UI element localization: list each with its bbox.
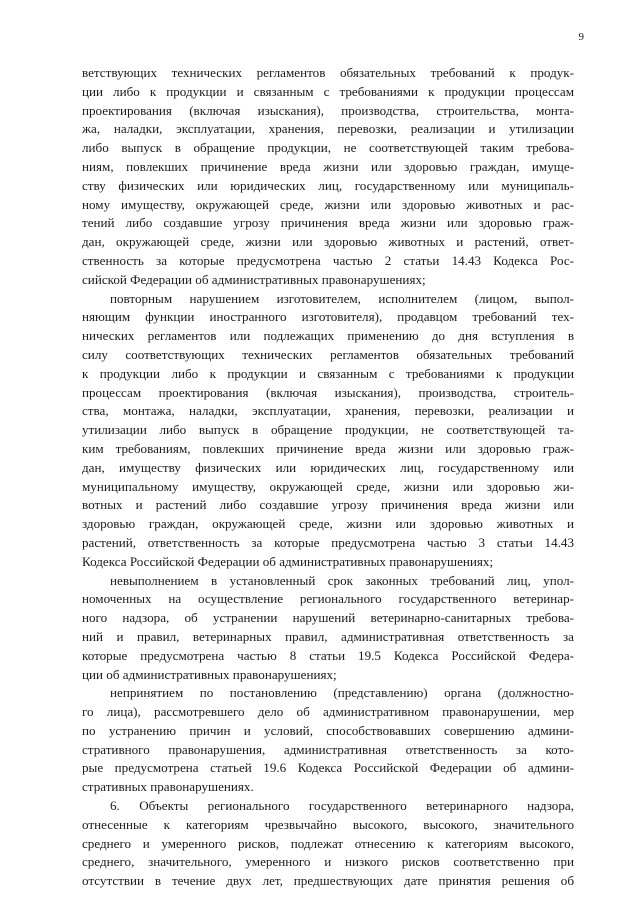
text-line: отсутствии в течение двух лет, предшествующих дате принятия решения об [82,873,574,889]
paragraph-3 [82,572,574,685]
text-line: дан, окружающей среде, жизни или здоровью животных и растений, ответ- [82,234,574,250]
text-line: ному имуществу, окружающей среде, жизни или здоровью животных и рас- [82,196,574,212]
text-line: невыполнением в установленный срок законных требований лиц, упол- [110,572,574,588]
text-line: ству физических или юридических лиц, государственному или муниципаль- [82,177,574,193]
text-line: номоченных на осуществление регионального государственного ветеринар- [82,591,574,607]
text-line: к продукции либо к продукции и связанным с требованиями к продукции [82,365,574,381]
text-line: нических регламентов или подлежащих применению до дня вступления в [82,328,574,344]
text-line: отнесенные к категориям чрезвычайно высокого, высокого, значительного [82,816,574,832]
text-line: по устранению причин и условий, способствовавших совершению админи- [82,722,574,738]
text-line: дан, имуществу физических или юридических лиц, государственному или [82,459,574,475]
text-line: жа, наладки, эксплуатации, хранения, перевозки, реализации и утилизации [82,121,574,137]
text-line: рые предусмотрена статьей 19.6 Кодекса Российской Федерации об админи- [82,760,574,776]
text-line: утилизации либо выпуск в обращение продукции, не соответствующей та- [82,422,574,438]
text-line: ким требованиям, повлекших причинение вреда жизни или здоровью граж- [82,440,574,456]
text-line: среднего, значительного, умеренного и низкого рисков соответственно при [82,854,574,870]
text-line: Кодекса Российской Федерации об административных правонарушениях; [82,553,494,569]
text-line: ного надзора, об устранении нарушений ветеринарно-санитарных требова- [82,610,574,626]
text-line: сийской Федерации об административных правонарушениях; [82,271,426,287]
text-line: процессам проектирования (включая изыскания), производства, строитель- [82,384,574,400]
text-line: ции либо к продукции и связанным с требованиями к продукции процессам [82,83,574,99]
text-line: силу соответствующих технических регламентов обязательных требований [82,346,574,362]
text-line: вотных и растений либо создавшие угрозу причинения вреда жизни или [82,497,574,513]
text-line: ства, монтажа, наладки, эксплуатации, хранения, перевозки, реализации и [82,403,574,419]
text-line: которые предусмотрена частью 8 статьи 19.5 Кодекса Российской Федера- [82,647,574,663]
text-line: ственность за которые предусмотрена частью 2 статьи 14.43 Кодекса Рос- [82,252,574,268]
text-line: ции об административных правонарушениях; [82,666,337,682]
text-line: ветствующих технических регламентов обязательных требований к продук- [82,65,574,80]
text-line: повторным нарушением изготовителем, исполнителем (лицом, выпол- [110,290,574,306]
document-body [82,64,574,891]
text-line: стративных правонарушениях. [82,779,254,795]
text-line: либо выпуск в обращение продукции, не соответствующей таким требова- [82,140,574,156]
text-line: тений либо создавшие угрозу причинения вреда жизни или здоровью граж- [82,215,574,231]
text-line: растений, ответственность за которые предусмотрена частью 3 статьи 14.43 [82,534,574,550]
page-number: 9 [578,31,584,43]
text-line: ниям, повлекших причинение вреда жизни или здоровью граждан, имуще- [82,158,574,174]
paragraph-5 [82,797,574,891]
text-line: проектирования (включая изыскания), производства, строительства, монта- [82,102,574,118]
text-line: няющим функции иностранного изготовителя), продавцом требований тех- [82,309,574,325]
text-line: стративного правонарушения, административная ответственность за кото- [82,741,574,757]
text-line: ний и правил, ветеринарных правил, административная ответственность за [82,628,574,644]
text-line: муниципальному имуществу, окружающей среде, жизни или здоровью жи- [82,478,574,494]
text-line: среднего и умеренного рисков, подлежат отнесению к категориям высокого, [82,835,574,851]
paragraph-2 [82,290,574,572]
text-line: здоровью граждан, окружающей среде, жизни или здоровью животных и [82,516,574,532]
paragraph-4 [82,684,574,797]
text-line: 6. Объекты регионального государственного ветеринарного надзора, [110,798,574,814]
text-line: непринятием по постановлению (представлению) органа (должностно- [110,685,574,701]
text-line: го лица), рассмотревшего дело об административном правонарушении, мер [82,704,574,720]
paragraph-1 [82,64,574,290]
